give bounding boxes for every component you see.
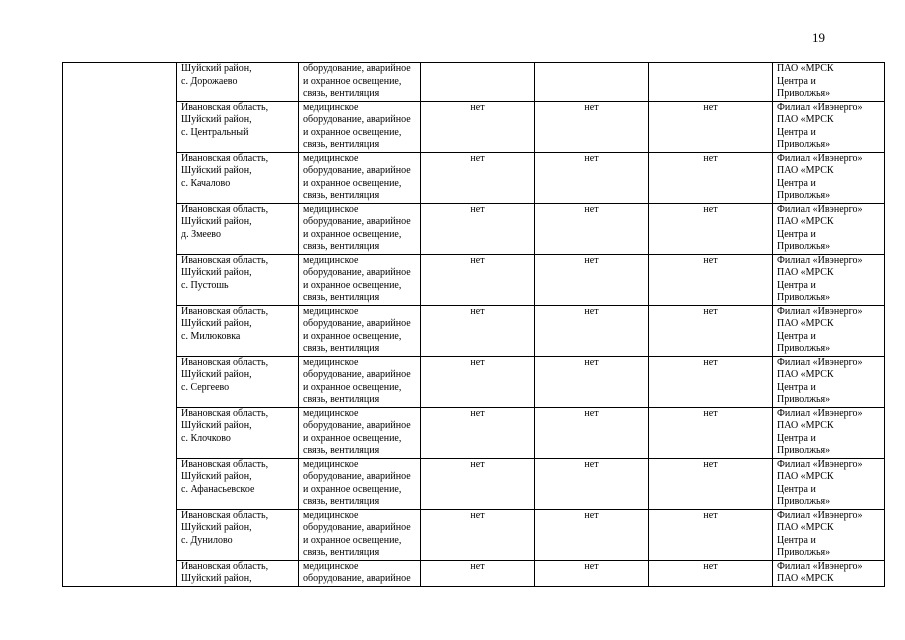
equipment-cell-line: и охранное освещение, <box>303 177 402 189</box>
equipment-cell-line: медицинское <box>303 152 359 164</box>
organization-cell-line: Филиал «Ивэнерго» <box>777 152 863 164</box>
status-cell-c: нет <box>649 101 773 152</box>
equipment-cell-line: оборудование, аварийное <box>303 522 411 533</box>
equipment-cell-line: медицинское <box>303 560 359 572</box>
equipment-cell-line: оборудование, аварийное <box>303 318 411 329</box>
organization-cell <box>773 458 885 509</box>
equipment-cell-line: и охранное освещение, <box>303 228 402 240</box>
location-cell-line: Шуйский район, <box>181 165 252 176</box>
status-cell-b <box>535 63 649 102</box>
equipment-cell-line: связь, вентиляция <box>303 547 380 558</box>
location-cell <box>177 509 299 560</box>
table-row <box>63 152 885 203</box>
equipment-cell-line: оборудование, аварийное <box>303 369 411 380</box>
organization-cell-line: ПАО «МРСК <box>777 471 834 482</box>
table-row <box>63 509 885 560</box>
organization-cell-line: ПАО «МРСК <box>777 420 834 431</box>
organization-cell-line: Филиал «Ивэнерго» <box>777 254 863 266</box>
equipment-cell <box>299 356 421 407</box>
organization-cell-line: Приволжья» <box>777 343 831 354</box>
status-cell-b: нет <box>535 458 649 509</box>
equipment-cell-line: и охранное освещение, <box>303 75 402 87</box>
status-cell-a: нет <box>421 407 535 458</box>
organization-cell-line: Филиал «Ивэнерго» <box>777 203 863 215</box>
location-cell <box>177 305 299 356</box>
location-cell-line: Шуйский район, <box>181 216 252 227</box>
location-cell-line: с. Дорожаево <box>181 75 238 87</box>
organization-cell-line: Филиал «Ивэнерго» <box>777 356 863 368</box>
location-cell <box>177 407 299 458</box>
table-row <box>63 356 885 407</box>
equipment-cell-line: медицинское <box>303 458 359 470</box>
equipment-cell-line: медицинское <box>303 254 359 266</box>
location-cell-line: Ивановская область, <box>181 407 269 419</box>
location-cell-line: Ивановская область, <box>181 152 269 164</box>
equipment-cell <box>299 254 421 305</box>
status-cell-a: нет <box>421 305 535 356</box>
location-cell-line: Шуйский район, <box>181 522 252 533</box>
organization-cell-line: Филиал «Ивэнерго» <box>777 560 863 572</box>
table-row <box>63 458 885 509</box>
location-cell-line: Ивановская область, <box>181 254 269 266</box>
equipment-cell <box>299 152 421 203</box>
location-cell-line: с. Сергеево <box>181 381 230 393</box>
organization-cell <box>773 152 885 203</box>
location-cell-line: Шуйский район, <box>181 318 252 329</box>
organization-cell-line: Приволжья» <box>777 445 831 456</box>
status-cell-a: нет <box>421 356 535 407</box>
location-cell <box>177 63 299 102</box>
location-cell-line: с. Центральный <box>181 126 249 138</box>
organization-cell-line: Приволжья» <box>777 547 831 558</box>
table-row <box>63 305 885 356</box>
equipment-cell <box>299 63 421 102</box>
status-cell-b: нет <box>535 101 649 152</box>
equipment-cell-line: и охранное освещение, <box>303 432 402 444</box>
status-cell-a: нет <box>421 560 535 586</box>
equipment-cell <box>299 509 421 560</box>
equipment-cell-line: связь, вентиляция <box>303 394 380 405</box>
location-cell-line: Шуйский район, <box>181 369 252 380</box>
table-row <box>63 101 885 152</box>
organization-cell-line: Филиал «Ивэнерго» <box>777 101 863 113</box>
location-cell <box>177 356 299 407</box>
organization-cell-line: ПАО «МРСК <box>777 216 834 227</box>
organization-cell <box>773 509 885 560</box>
organization-cell <box>773 305 885 356</box>
location-cell <box>177 560 299 586</box>
status-cell-a: нет <box>421 254 535 305</box>
equipment-cell-line: медицинское <box>303 407 359 419</box>
equipment-cell-line: связь, вентиляция <box>303 292 380 303</box>
organization-cell-line: Центра и <box>777 75 816 87</box>
equipment-cell-line: оборудование, аварийное <box>303 114 411 125</box>
status-cell-c: нет <box>649 356 773 407</box>
location-cell-line: Ивановская область, <box>181 560 269 572</box>
equipment-cell-line: оборудование, аварийное <box>303 216 411 227</box>
table-row <box>63 254 885 305</box>
status-cell-a: нет <box>421 203 535 254</box>
equipment-cell-line: оборудование, аварийное <box>303 471 411 482</box>
organization-cell <box>773 203 885 254</box>
equipment-cell-line: связь, вентиляция <box>303 496 380 507</box>
location-cell-line: Ивановская область, <box>181 356 269 368</box>
table-row <box>63 63 885 102</box>
location-cell <box>177 203 299 254</box>
organization-cell-line: Центра и <box>777 432 816 444</box>
status-cell-b: нет <box>535 356 649 407</box>
organization-cell <box>773 254 885 305</box>
location-cell-line: с. Пустошь <box>181 279 229 291</box>
equipment-cell-line: оборудование, аварийное <box>303 63 411 74</box>
location-cell-line: Ивановская область, <box>181 305 269 317</box>
organization-cell <box>773 63 885 102</box>
organization-cell-line: Центра и <box>777 177 816 189</box>
equipment-cell-line: медицинское <box>303 356 359 368</box>
status-cell-b: нет <box>535 305 649 356</box>
organization-cell-line: Филиал «Ивэнерго» <box>777 407 863 419</box>
organization-cell-line: Приволжья» <box>777 88 831 99</box>
location-cell-line: Ивановская область, <box>181 458 269 470</box>
equipment-cell-line: медицинское <box>303 305 359 317</box>
organization-cell-line: Центра и <box>777 330 816 342</box>
status-cell-a: нет <box>421 509 535 560</box>
organization-cell-line: Приволжья» <box>777 394 831 405</box>
location-cell <box>177 254 299 305</box>
status-cell-c: нет <box>649 305 773 356</box>
location-cell-line: с. Милюковка <box>181 330 241 342</box>
location-cell-line: с. Качалово <box>181 177 231 189</box>
status-cell-c: нет <box>649 458 773 509</box>
equipment-cell <box>299 101 421 152</box>
organization-cell-line: Центра и <box>777 279 816 291</box>
organization-cell <box>773 407 885 458</box>
equipment-cell-line: оборудование, аварийное <box>303 573 411 584</box>
organization-cell-line: Филиал «Ивэнерго» <box>777 509 863 521</box>
table-row <box>63 560 885 586</box>
organization-cell-line: ПАО «МРСК <box>777 318 834 329</box>
status-cell-b: нет <box>535 152 649 203</box>
equipment-cell-line: и охранное освещение, <box>303 330 402 342</box>
status-cell-c: нет <box>649 560 773 586</box>
organization-cell-line: Центра и <box>777 126 816 138</box>
organization-cell-line: Приволжья» <box>777 241 831 252</box>
location-cell <box>177 101 299 152</box>
location-cell-line: Ивановская область, <box>181 203 269 215</box>
organization-cell-line: ПАО «МРСК <box>777 369 834 380</box>
organization-cell-line: Приволжья» <box>777 496 831 507</box>
organization-cell-line: Центра и <box>777 381 816 393</box>
location-cell-line: д. Змеево <box>181 228 221 240</box>
status-cell-c: нет <box>649 152 773 203</box>
table-row <box>63 203 885 254</box>
status-cell-b: нет <box>535 254 649 305</box>
equipment-cell-line: связь, вентиляция <box>303 343 380 354</box>
location-cell-line: Ивановская область, <box>181 509 269 521</box>
status-cell-b: нет <box>535 203 649 254</box>
table-body <box>63 63 885 587</box>
organization-cell <box>773 356 885 407</box>
organization-cell-line: Приволжья» <box>777 292 831 303</box>
organization-cell-line: ПАО «МРСК <box>777 522 834 533</box>
equipment-cell-line: оборудование, аварийное <box>303 267 411 278</box>
organization-cell-line: Центра и <box>777 534 816 546</box>
equipment-cell-line: и охранное освещение, <box>303 381 402 393</box>
location-cell-line: с. Клочково <box>181 432 231 444</box>
status-cell-a: нет <box>421 101 535 152</box>
organization-cell-line: ПАО «МРСК <box>777 267 834 278</box>
equipment-cell <box>299 407 421 458</box>
status-cell-a: нет <box>421 152 535 203</box>
status-cell-b: нет <box>535 560 649 586</box>
equipment-cell <box>299 458 421 509</box>
organization-cell <box>773 560 885 586</box>
organization-cell-line: ПАО «МРСК <box>777 573 834 584</box>
equipment-cell-line: и охранное освещение, <box>303 279 402 291</box>
organization-cell-line: Центра и <box>777 228 816 240</box>
organization-cell-line: Филиал «Ивэнерго» <box>777 305 863 317</box>
equipment-cell-line: оборудование, аварийное <box>303 420 411 431</box>
status-cell-a: нет <box>421 458 535 509</box>
status-cell-b: нет <box>535 509 649 560</box>
equipment-cell-line: и охранное освещение, <box>303 534 402 546</box>
equipment-cell-line: связь, вентиляция <box>303 139 380 150</box>
organization-cell-line: Филиал «Ивэнерго» <box>777 458 863 470</box>
equipment-cell <box>299 203 421 254</box>
facility-table <box>62 62 885 587</box>
equipment-cell-line: связь, вентиляция <box>303 190 380 201</box>
location-cell-line: с. Дунилово <box>181 534 233 546</box>
equipment-cell-line: связь, вентиляция <box>303 88 380 99</box>
status-cell-c: нет <box>649 407 773 458</box>
organization-cell-line: ПАО «МРСК <box>777 114 834 125</box>
page-number: 19 <box>812 30 825 45</box>
location-cell-line: Шуйский район, <box>181 420 252 431</box>
organization-cell <box>773 101 885 152</box>
equipment-cell-line: медицинское <box>303 101 359 113</box>
location-cell <box>177 458 299 509</box>
table-row <box>63 407 885 458</box>
status-cell-c: нет <box>649 203 773 254</box>
equipment-cell-line: оборудование, аварийное <box>303 165 411 176</box>
location-cell-line: Шуйский район, <box>181 471 252 482</box>
location-cell-line: Ивановская область, <box>181 101 269 113</box>
equipment-cell-line: и охранное освещение, <box>303 126 402 138</box>
location-cell-line: Шуйский район, <box>181 267 252 278</box>
status-cell-c: нет <box>649 509 773 560</box>
organization-cell-line: Приволжья» <box>777 139 831 150</box>
status-cell-c: нет <box>649 254 773 305</box>
status-cell-a <box>421 63 535 102</box>
organization-cell-line: Приволжья» <box>777 190 831 201</box>
equipment-cell <box>299 305 421 356</box>
location-cell-line: Шуйский район, <box>181 114 252 125</box>
location-cell <box>177 152 299 203</box>
organization-cell-line: ПАО «МРСК <box>777 63 834 74</box>
status-cell-b: нет <box>535 407 649 458</box>
location-cell-line: Шуйский район, <box>181 573 252 584</box>
location-cell-line: с. Афанасьевское <box>181 483 255 495</box>
empty-number-cell <box>63 63 177 587</box>
equipment-cell-line: связь, вентиляция <box>303 445 380 456</box>
equipment-cell <box>299 560 421 586</box>
equipment-cell-line: связь, вентиляция <box>303 241 380 252</box>
location-cell-line: Шуйский район, <box>181 63 252 74</box>
equipment-cell-line: медицинское <box>303 203 359 215</box>
organization-cell-line: ПАО «МРСК <box>777 165 834 176</box>
equipment-cell-line: медицинское <box>303 509 359 521</box>
status-cell-c <box>649 63 773 102</box>
equipment-cell-line: и охранное освещение, <box>303 483 402 495</box>
organization-cell-line: Центра и <box>777 483 816 495</box>
